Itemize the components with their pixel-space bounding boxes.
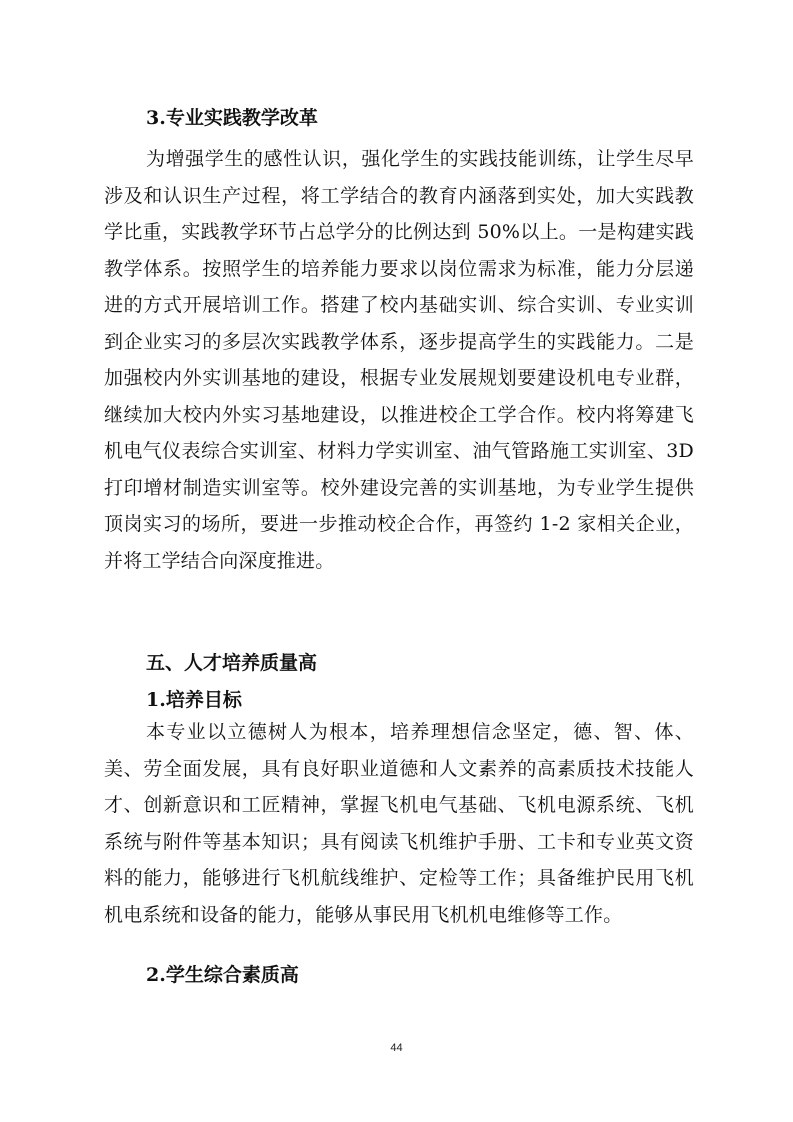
chapter-heading-talent-quality: 五、人才培养质量高 xyxy=(146,652,318,674)
paragraph-practice-reform: 为增强学生的感性认识，强化学生的实践技能训练，让学生尽早涉及和认识生产过程，将工学结合的教育内涵落到实处，加大实践教学比重，实践教学环节占总学分的比例达到 50%以上。一是构建实践教学体系。按照学生的培养能力要求以岗位需求为标准，能力分层递进的方式开展培训工作。搭建了校内基础实训、综合实训、专业实训到企业实习的多层次实践教学体系，逐步提高学生的实践能力。二是加强校内外实训基地的建设，根据专业发展规划要建设机电专业群，继续加大校内外实习基地建设，以推进校企工学合作。校内将筹建飞机电气仪表综合实训室、材料力学实训室、油气管路施工实训室、3D 打印增材制造实训室等。校外建设完善的实训基地，为专业学生提供顶岗实习的场所，要进一步推动校企合作，再签约 1-2 家相关企业，并将工学结合向深度推进。 xyxy=(104,148,694,572)
paragraph-training-goal: 本专业以立德树人为根本，培养理想信念坚定，德、智、体、美、劳全面发展，具有良好职业道德和人文素养的高素质技术技能人才、创新意识和工匠精神，掌握飞机电气基础、飞机电源系统、飞机系统与附件等基本知识；具有阅读飞机维护手册、工卡和专业英文资料的能力，能够进行飞机航线维护、定检等工作；具备维护民用飞机机电系统和设备的能力，能够从事民用飞机机电维修等工作。 xyxy=(104,721,694,926)
section-heading-training-goal: 1.培养目标 xyxy=(146,689,242,711)
section-heading-student-quality: 2.学生综合素质高 xyxy=(146,964,299,986)
section-heading-practice-reform: 3.专业实践教学改革 xyxy=(146,107,318,129)
page-number: 44 xyxy=(390,1042,403,1054)
